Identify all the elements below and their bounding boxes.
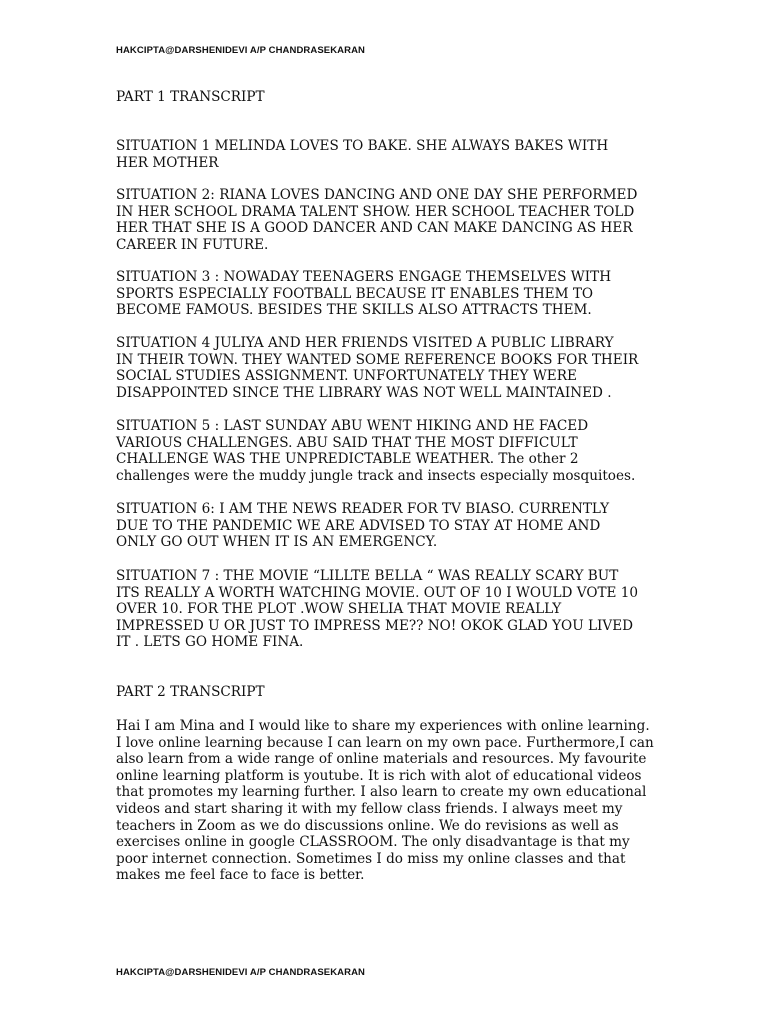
text-line: IT . LETS GO HOME FINA. <box>116 634 304 651</box>
text-line: teachers in Zoom as we do discussions online. We do revisions as well as <box>116 817 619 834</box>
text-line: SOCIAL STUDIES ASSIGNMENT. UNFORTUNATELY THEY WERE <box>116 368 577 385</box>
text-line: videos and start sharing it with my fellow class friends. I always meet my <box>116 800 623 817</box>
text-line: ITS REALLY A WORTH WATCHING MOVIE. OUT OF 10 I WOULD VOTE 10 <box>116 584 639 601</box>
text-line: VARIOUS CHALLENGES. ABU SAID THAT THE MOST DIFFICULT <box>116 434 578 451</box>
text-line: DISAPPOINTED SINCE THE LIBRARY WAS NOT WELL MAINTAINED . <box>116 384 612 401</box>
text-line: CHALLENGE WAS THE UNPREDICTABLE WEATHER. The other 2 <box>116 451 579 468</box>
text-line: I love online learning because I can learn on my own pace. Furthermore,I can <box>116 734 654 751</box>
text-line: CAREER IN FUTURE. <box>116 236 269 253</box>
text-line: DUE TO THE PANDEMIC WE ARE ADVISED TO STAY AT HOME AND <box>116 517 601 534</box>
text-line: IN HER SCHOOL DRAMA TALENT SHOW. HER SCHOOL TEACHER TOLD <box>116 203 635 220</box>
text-line: makes me feel face to face is better. <box>116 867 365 884</box>
part2-paragraph <box>116 718 654 884</box>
text-line: ONLY GO OUT WHEN IT IS AN EMERGENCY. <box>116 534 438 551</box>
situation-2 <box>116 187 637 253</box>
text-line: SITUATION 7 : THE MOVIE “LILLTE BELLA “ WAS REALLY SCARY BUT <box>116 568 619 584</box>
text-line: OVER 10. FOR THE PLOT .WOW SHELIA THAT MOVIE REALLY <box>116 601 562 618</box>
text-line: SITUATION 2: RIANA LOVES DANCING AND ONE DAY SHE PERFORMED <box>116 187 638 203</box>
text-line: SITUATION 4 JULIYA AND HER FRIENDS VISITED A PUBLIC LIBRARY <box>116 335 614 351</box>
text-line: SITUATION 5 : LAST SUNDAY ABU WENT HIKING AND HE FACED <box>116 418 589 434</box>
text-line: challenges were the muddy jungle track and insects especially mosquitoes. <box>116 467 636 484</box>
text-line: that promotes my learning further. I also learn to create my own educational <box>116 784 647 801</box>
situation-1 <box>116 138 608 171</box>
text-line: HER THAT SHE IS A GOOD DANCER AND CAN MAKE DANCING AS HER <box>116 220 633 237</box>
text-line: BECOME FAMOUS. BESIDES THE SKILLS ALSO ATTRACTS THEM. <box>116 302 592 319</box>
text-line: SITUATION 6: I AM THE NEWS READER FOR TV BIASO. CURRENTLY <box>116 501 610 517</box>
text-line: SITUATION 3 : NOWADAY TEENAGERS ENGAGE THEMSELVES WITH <box>116 269 612 285</box>
situation-3 <box>116 269 611 319</box>
text-line: exercises online in google CLASSROOM. The only disadvantage is that my <box>116 834 630 851</box>
situation-4 <box>116 335 638 401</box>
text-line: poor internet connection. Sometimes I do miss my online classes and that <box>116 850 626 867</box>
page-footer: HAKCIPTA@DARSHENIDEVI A/P CHANDRASEKARAN <box>116 967 366 978</box>
situation-6 <box>116 501 609 551</box>
page-header: HAKCIPTA@DARSHENIDEVI A/P CHANDRASEKARAN <box>116 45 366 56</box>
part1-title: PART 1 TRANSCRIPT <box>116 89 265 105</box>
text-line: SITUATION 1 MELINDA LOVES TO BAKE. SHE ALWAYS BAKES WITH <box>116 138 609 154</box>
text-line: Hai I am Mina and I would like to share my experiences with online learning. <box>116 718 650 734</box>
text-line: IMPRESSED U OR JUST TO IMPRESS ME?? NO! OKOK GLAD YOU LIVED <box>116 617 634 634</box>
text-line: HER MOTHER <box>116 154 219 171</box>
text-line: also learn from a wide range of online materials and resources. My favourite <box>116 751 647 768</box>
text-line: SPORTS ESPECIALLY FOOTBALL BECAUSE IT ENABLES THEM TO <box>116 285 594 302</box>
text-line: IN THEIR TOWN. THEY WANTED SOME REFERENCE BOOKS FOR THEIR <box>116 351 639 368</box>
situation-5 <box>116 418 635 484</box>
part2-title: PART 2 TRANSCRIPT <box>116 684 265 700</box>
situation-7 <box>116 568 638 651</box>
text-line: online learning platform is youtube. It is rich with alot of educational videos <box>116 767 642 784</box>
